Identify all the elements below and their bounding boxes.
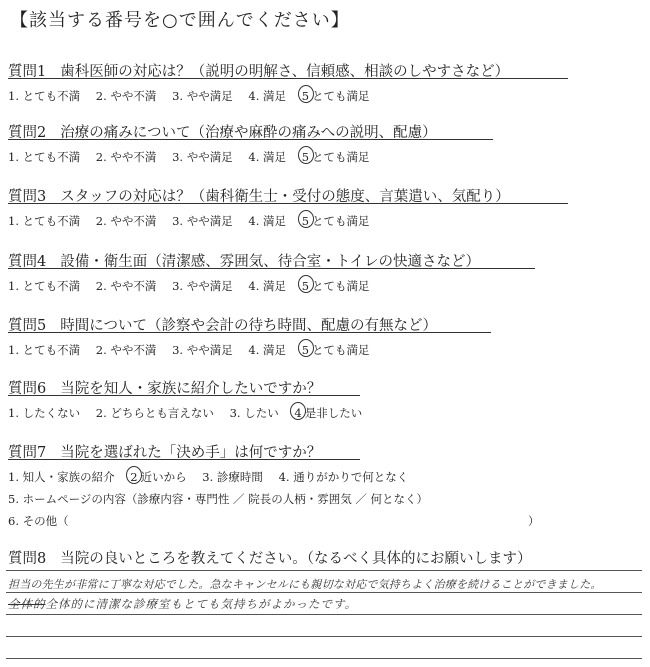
question-number: 質問8 — [8, 551, 47, 567]
option-5-number: 5 — [301, 279, 310, 293]
option-4[interactable]: 4. 満足 — [248, 89, 287, 103]
question-5 — [8, 314, 568, 358]
option-4-selected[interactable] — [294, 405, 362, 421]
question-number: 質問6 — [8, 381, 47, 397]
option-5-label: とても満足 — [312, 150, 370, 164]
option-5-number: 5 — [301, 214, 310, 228]
question-6-title — [8, 377, 568, 399]
question-text: 当院の良いところを教えてください。（なるべく具体的にお願いします） — [60, 551, 532, 567]
option-3[interactable]: 3. やや満足 — [172, 150, 233, 164]
underline — [8, 332, 491, 333]
option-1[interactable]: 1. とても不満 — [8, 214, 81, 228]
option-5-number: 5 — [301, 343, 310, 357]
option-5-selected[interactable] — [302, 213, 370, 229]
underline — [8, 459, 360, 460]
question-3-title — [8, 185, 568, 207]
question-7-options-line2 — [8, 491, 608, 507]
underline — [8, 268, 535, 269]
question-text: 歯科医師の対応は？（説明の明解さ、信頼感、相談のしやすさなど） — [60, 64, 510, 80]
option-2-label: 近いから — [140, 470, 187, 484]
question-2-title — [8, 121, 568, 143]
answer-text: 全体的に清潔な診療室もとても気持ちがよかったです。 — [45, 597, 358, 611]
question-number: 質問1 — [8, 64, 47, 80]
option-2[interactable]: 2. やや不満 — [95, 150, 157, 164]
question-3-options — [8, 213, 568, 229]
question-4-title — [8, 250, 568, 272]
option-2[interactable]: 2. どちらとも言えない — [95, 406, 214, 420]
option-4[interactable]: 4. 満足 — [248, 214, 287, 228]
struck-text: 全体的 — [8, 597, 46, 611]
option-2[interactable]: 2. やや不満 — [95, 343, 157, 357]
option-3[interactable]: 3. やや満足 — [172, 214, 233, 228]
question-number: 質問5 — [8, 318, 47, 334]
question-number: 質問7 — [8, 445, 47, 461]
handwritten-answer-line-2 — [8, 596, 357, 612]
question-5-options — [8, 342, 568, 358]
question-4-options — [8, 278, 568, 294]
handwritten-answer-line-1: 担当の先生が非常に丁寧な対応でした。急なキャンセルにも親切な対応で気持ちよく治療を続けることができました。 — [8, 578, 602, 591]
option-3[interactable]: 3. やや満足 — [172, 89, 233, 103]
question-text: 時間について（診察や会計の待ち時間、配慮の有無など） — [60, 318, 437, 334]
question-8-title — [8, 547, 638, 569]
question-1 — [8, 60, 568, 104]
question-3 — [8, 185, 568, 229]
option-3[interactable]: 3. やや満足 — [172, 343, 233, 357]
question-1-title — [8, 60, 568, 82]
option-5-number: 5 — [301, 89, 310, 103]
option-1[interactable]: 1. とても不満 — [8, 150, 81, 164]
question-8 — [8, 547, 638, 569]
question-number: 質問2 — [8, 125, 47, 141]
question-1-options — [8, 88, 568, 104]
option-4[interactable]: 4. 満足 — [248, 279, 287, 293]
option-6-close-paren: ） — [528, 514, 540, 528]
option-5-number: 5 — [301, 150, 310, 164]
question-text: 当院を知人・家族に紹介したいですか？ — [60, 381, 322, 397]
option-5-label: とても満足 — [312, 89, 370, 103]
option-1[interactable]: 1. 知人・家族の紹介 — [8, 470, 115, 484]
underline — [8, 78, 568, 79]
page-title: 【該当する番号を○で囲んでください】 — [10, 10, 350, 31]
question-number: 質問3 — [8, 189, 47, 205]
question-6-options — [8, 405, 568, 421]
option-2[interactable]: 2. やや不満 — [95, 279, 157, 293]
option-5-selected[interactable] — [302, 342, 370, 358]
question-text: 当院を選ばれた「決め手」は何ですか？ — [60, 445, 322, 461]
option-4[interactable]: 4. 満足 — [248, 150, 287, 164]
option-6[interactable]: 6. その他（ — [8, 514, 69, 528]
question-text: スタッフの対応は？（歯科衛生士・受付の態度、言葉遣い、気配り） — [60, 189, 510, 205]
question-2-options — [8, 149, 568, 165]
answer-rule-3 — [6, 636, 642, 637]
question-text: 設備・衛生面（清潔感、雰囲気、待合室・トイレの快適さなど） — [60, 254, 481, 270]
option-4[interactable]: 4. 満足 — [248, 343, 287, 357]
question-number: 質問4 — [8, 254, 47, 270]
option-5-label: とても満足 — [312, 279, 370, 293]
underline — [8, 203, 568, 204]
option-3[interactable]: 3. やや満足 — [172, 279, 233, 293]
option-1[interactable]: 1. とても不満 — [8, 343, 81, 357]
option-2-selected[interactable] — [130, 469, 186, 485]
question-7-options-line3 — [8, 513, 608, 529]
answer-rule-4 — [6, 658, 642, 659]
option-4-label: 是非したい — [304, 406, 363, 420]
answer-rule-1 — [6, 592, 642, 593]
question-7-title — [8, 441, 608, 463]
underline — [8, 139, 493, 140]
option-2[interactable]: 2. やや不満 — [95, 214, 157, 228]
question-6 — [8, 377, 568, 421]
question-7-options-line1 — [8, 469, 608, 485]
option-1[interactable]: 1. とても不満 — [8, 89, 81, 103]
option-5-label: とても満足 — [312, 343, 370, 357]
option-3[interactable]: 3. 診療時間 — [202, 470, 263, 484]
option-1[interactable]: 1. したくない — [8, 406, 81, 420]
question-text: 治療の痛みについて（治療や麻酔の痛みへの説明、配慮） — [60, 125, 437, 141]
answer-rule-2 — [6, 614, 642, 615]
option-2[interactable]: 2. やや不満 — [95, 89, 157, 103]
question-5-title — [8, 314, 568, 336]
option-5[interactable]: 5. ホームページの内容（診療内容・専門性 ／ 院長の人柄・雰囲気 ／ 何となく） — [8, 492, 429, 506]
option-2-number: 2 — [130, 470, 138, 484]
underline — [8, 395, 360, 396]
option-4[interactable]: 4. 通りがかりで何となく — [278, 470, 409, 484]
option-5-selected[interactable] — [302, 278, 370, 294]
question-7 — [8, 441, 608, 529]
question-2 — [8, 121, 568, 165]
option-1[interactable]: 1. とても不満 — [8, 279, 81, 293]
option-5-selected[interactable] — [302, 149, 370, 165]
option-5-selected[interactable] — [302, 88, 370, 104]
option-4-number: 4 — [294, 406, 302, 420]
option-5-label: とても満足 — [312, 214, 370, 228]
question-4 — [8, 250, 568, 294]
answer-rule-0 — [6, 570, 642, 571]
option-3[interactable]: 3. したい — [229, 406, 279, 420]
